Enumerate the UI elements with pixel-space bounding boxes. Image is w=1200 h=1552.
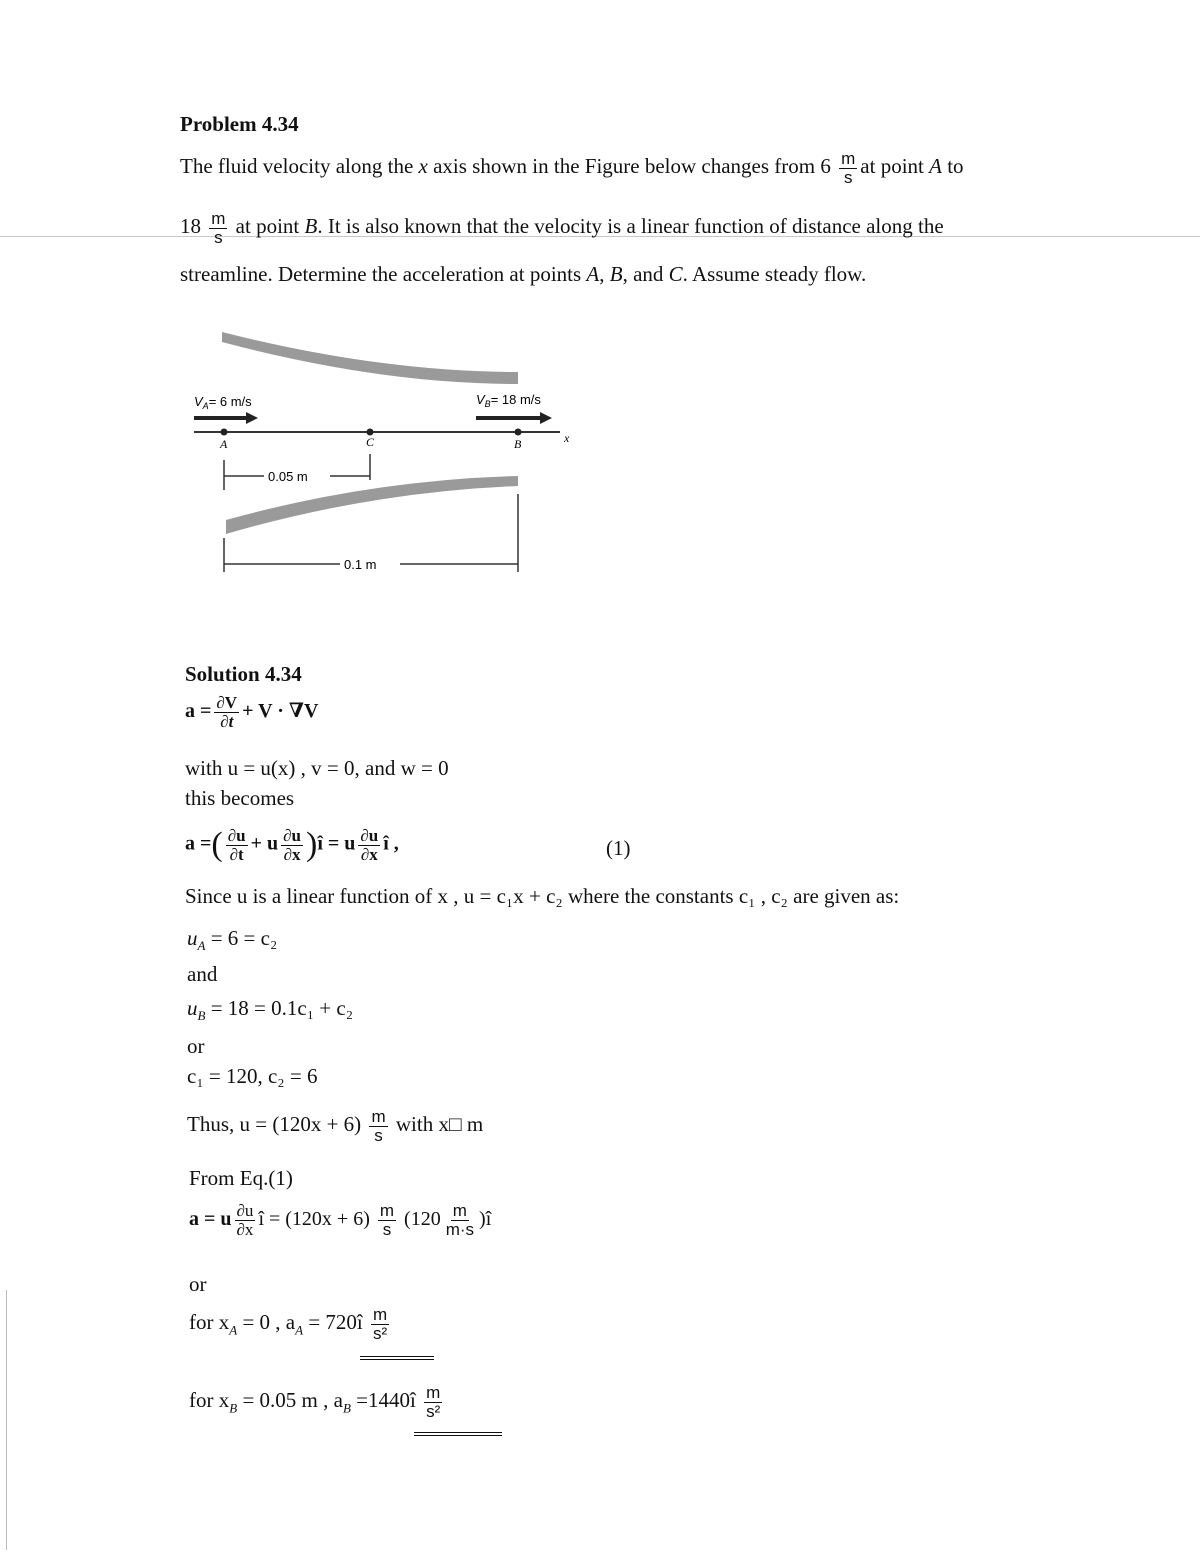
eq-1-label: (1): [606, 836, 631, 860]
var-C: C: [668, 262, 683, 286]
solution-title: Solution 4.34: [185, 662, 302, 686]
point-c-label: C: [366, 435, 375, 449]
problem-text: streamline. Determine the acceleration at points: [180, 262, 582, 286]
or-text: or: [187, 1034, 205, 1058]
result-b-underline: [414, 1432, 502, 1436]
lower-wall: [226, 476, 518, 534]
or-text-2: or: [189, 1272, 207, 1296]
point-b-label: B: [514, 437, 522, 451]
point-a-label: A: [220, 437, 228, 451]
point-b-marker: [515, 429, 522, 436]
acceleration-equation: a = u $\frac{\partial u}{\partial x}$ î = (120x + 6) $\frac{m}{s}$ (120 $\frac{m}{m\cdot s}$ )î: [189, 1201, 492, 1239]
va-arrowhead: [246, 412, 258, 424]
var-A: A: [929, 154, 942, 179]
problem-line-2: [180, 210, 944, 247]
constants: c₁ = 120, c₂ = 6: [187, 1064, 318, 1088]
thus-line: Thus, u = (120x + 6) $\frac{m}{s}$ with x□ m: [187, 1107, 484, 1145]
and-text: and: [187, 962, 218, 986]
result-b: for $x_B = 0.05$ m , $a_B$ =1440î $\frac{m}{\text{s²}}$: [189, 1383, 441, 1421]
from-eq: From Eq.(1): [189, 1166, 293, 1190]
vb-arrowhead: [540, 412, 552, 424]
since-line: Since u is a linear function of x , u = c₁x + c₂ where the constants c₁ , c₂ are given as:: [185, 884, 900, 908]
problem-text: . It is also known that the velocity is a linear function of distance along the: [317, 214, 944, 239]
ub-equation: $u_B = 18 = 0.1c_1 + c_2$: [187, 996, 354, 1024]
problem-text: . Assume steady flow.: [682, 262, 867, 286]
with-line: with u = u(x) , v = 0, and w = 0: [185, 756, 449, 780]
var-B: B: [304, 214, 318, 239]
var-B: B: [609, 262, 623, 286]
var-A: A: [586, 262, 600, 286]
problem-text: The fluid velocity along the: [180, 154, 414, 179]
this-becomes: this becomes: [185, 786, 295, 810]
problem-text: to: [947, 154, 964, 179]
problem-text: at point: [860, 154, 924, 179]
problem-line-1: [180, 150, 964, 187]
va-label: $V_A= 6$ m/s: [194, 394, 252, 411]
upper-wall: [222, 332, 518, 384]
x-axis-label: x: [564, 431, 570, 445]
result-a-underline: [360, 1356, 434, 1360]
dim-short-label: 0.05 m: [268, 469, 308, 484]
problem-text: at point: [235, 214, 300, 239]
ua-equation: $u_A = 6 = c_2$: [187, 926, 278, 954]
result-a: for $x_A = 0$ , $a_A$ = 720î $\frac{m}{\text{s²}}$: [189, 1305, 388, 1343]
problem-line-3: streamline. Determine the acceleration at points A, B, and C. Assume steady flow.: [180, 262, 867, 286]
eq-acceleration-general: a = $\frac{\partial V}{\partial t}$ + V · ∇V: [185, 693, 319, 731]
problem-text: , and: [622, 262, 664, 286]
vb-label: $V_B= 18$ m/s: [476, 392, 541, 409]
problem-text: axis shown in the Figure below changes from 6: [433, 154, 831, 179]
var-x: x: [418, 154, 428, 179]
scan-edge: [6, 1290, 7, 1550]
dim-long-label: 0.1 m: [344, 557, 377, 572]
unit-fraction: $\frac{m}{s}$: [211, 209, 226, 247]
unit-fraction: $\frac{m}{s}$: [841, 149, 856, 187]
eq-1: a =( $\frac{\partial u}{\partial t}$ + u $\frac{\partial u}{\partial x}$ )î = u $\frac{\partial u}{\partial x}$ î ,: [185, 825, 399, 864]
point-a-marker: [221, 429, 228, 436]
nozzle-figure: [180, 320, 600, 590]
problem-text: 18: [180, 214, 201, 239]
problem-title: Problem 4.34: [180, 112, 299, 136]
